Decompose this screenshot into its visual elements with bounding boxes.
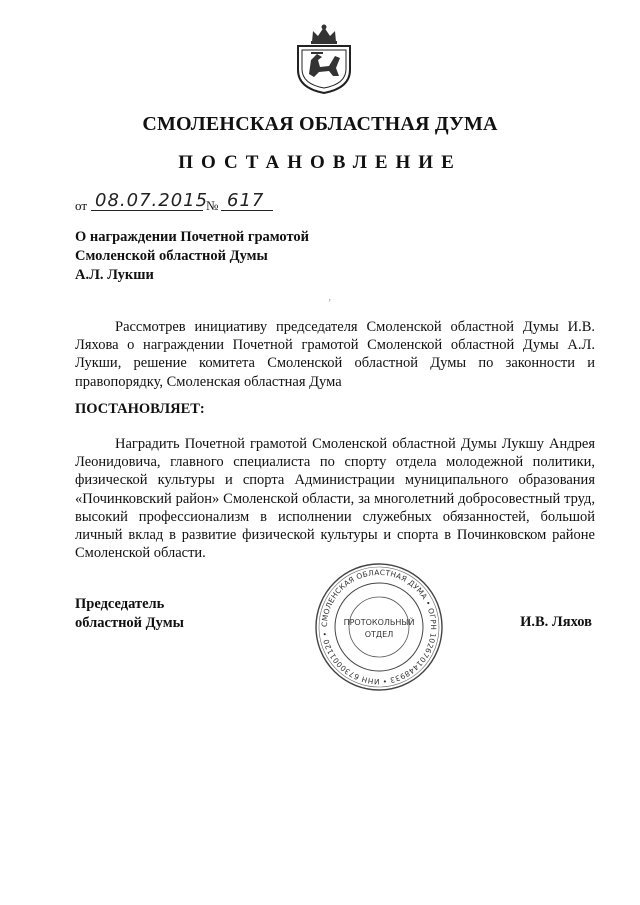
- document-date: 08.07.2015: [95, 190, 209, 211]
- number-prefix: №: [206, 198, 219, 213]
- subject-line: А.Л. Лукши: [75, 267, 154, 283]
- seal-center-text-line: ПРОТОКОЛЬНЫЙ: [343, 618, 415, 627]
- scan-artifact: ʳ: [329, 296, 331, 306]
- decision-paragraph: Наградить Почетной грамотой Смоленской областной Думы Лукшу Андрея Леонидовича, главного специалиста по спорту отдела молодежной политики, физической культуры и спорта Администрации муниципального образования «Починковский район» Смоленской области, за многолетний добросовестный труд, высокий профессионализм в исполнении служебных обязанностей, большой личный вклад в развитие физической культуры и спорта в Починковском районе Смоленской области.: [75, 436, 595, 562]
- organization-name: СМОЛЕНСКАЯ ОБЛАСТНАЯ ДУМА: [142, 113, 498, 135]
- subject-line: О награждении Почетной грамотой: [75, 229, 310, 245]
- subject-line: Смоленской областной Думы: [75, 248, 268, 264]
- svg-text:СМОЛЕНСКАЯ ОБЛАСТНАЯ ДУМА • ОГ: [320, 568, 438, 686]
- document-subject: [75, 228, 395, 285]
- date-prefix: от: [75, 198, 88, 213]
- document-type: ПОСТАНОВЛЕНИЕ: [178, 152, 462, 173]
- coat-of-arms-emblem: [295, 22, 353, 94]
- decree-heading: ПОСТАНОВЛЯЕТ:: [75, 401, 205, 417]
- seal-ring-text: СМОЛЕНСКАЯ ОБЛАСТНАЯ ДУМА • ОГРН 1026701448933 • ИНН 6730001120 •: [319, 567, 439, 687]
- registration-line: [75, 190, 375, 216]
- official-seal-stamp: [314, 562, 444, 692]
- signatory-title: [75, 595, 184, 633]
- signatory-name: И.В. Ляхов: [520, 614, 592, 630]
- preamble-paragraph: Рассмотрев инициативу председателя Смоленской областной Думы И.В. Ляхова о награждении Почетной грамотой Смоленской областной Думы А.Л. Лукши, решение комитета Смоленской областной Думы по законности и правопорядку, Смоленская областная Дума: [75, 319, 595, 390]
- signatory-title-line: Председатель: [75, 596, 165, 612]
- signatory-title-line: областной Думы: [75, 615, 184, 631]
- seal-center-text-line: ОТДЕЛ: [364, 630, 394, 639]
- document-number: 617: [227, 190, 265, 211]
